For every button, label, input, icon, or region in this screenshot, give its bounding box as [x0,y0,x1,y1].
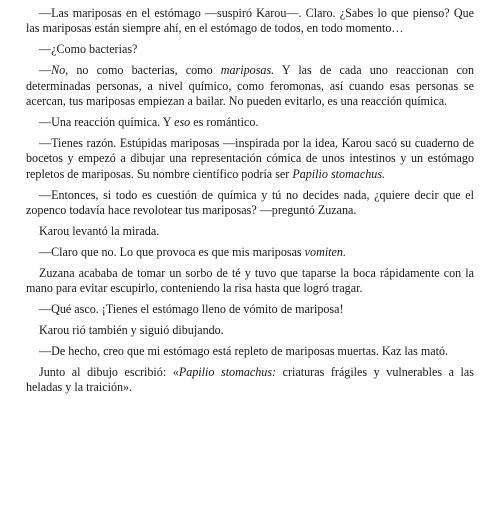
text-run: —Qué asco. ¡Tienes el estómago lleno de vómito de mariposa! [39,302,344,316]
text-run: —Entonces, si todo es cuestión de química y tú no decides nada, ¿quiere decir que el zopenco todavía hace revolotear tus mariposas? —preguntó Zuzana. [26,187,474,217]
italic-run: mariposas. [220,63,275,78]
text-run: es romántico. [190,114,259,129]
paragraph-7 [26,224,474,239]
text-run: Y las de cada uno reaccionan con determinadas personas, a nivel químico, como feromonas, así cuando esas personas se acercan, tus mariposas empiezan a bailar. No pueden evitarlo, es una reacción química. [26,63,474,109]
italic-run: Papilio stomachus. [292,166,386,181]
italic-run: eso [174,114,191,129]
italic-run: Papilio stomachus: [178,364,277,379]
text-run: criaturas frágiles y vulnerables a las heladas y la traición». [26,364,474,395]
italic-run: No, [51,63,69,78]
paragraph-13 [26,365,474,396]
text-run: —Una reacción química. Y [39,114,175,129]
paragraph-3 [26,63,474,109]
text-run: —Las mariposas en el estómago —suspiró Karou—. Claro. ¿Sabes lo que pienso? Que las mariposas están siempre ahí, en el estómago de todos, en todo momento… [26,6,474,36]
text-run: —¿Como bacterias? [39,42,138,57]
paragraph-4 [26,115,474,130]
text-run: Zuzana acababa de tomar un sorbo de té y tuvo que taparse la boca rápidamente con la mano para evitar escupirlo, conteniendo la risa hasta que logró tragar. [26,265,474,296]
paragraph-6 [26,188,474,219]
text-run: Karou rió también y siguió dibujando. [39,322,224,337]
text-run: —Tienes razón. Estúpidas mariposas —inspirada por la idea, Karou sacó su cuaderno de bocetos y empezó a dibujar una representación cómica de unos intestinos y un estómago repletos de mariposas. Su nombre científico podría ser [26,135,474,181]
paragraph-12 [26,344,474,359]
text-run: Karou levantó la mirada. [39,223,160,238]
italic-run: vomiten. [304,244,346,259]
text-run: Junto al dibujo escribió: « [39,364,179,379]
paragraph-10 [26,302,474,317]
text-run: no como bacterias, como [68,63,221,78]
paragraph-8 [26,245,474,260]
paragraph-5 [26,136,474,182]
text-run: —Claro que no. Lo que provoca es que mis mariposas [39,244,305,259]
text-run: — [39,63,52,78]
paragraph-1 [26,6,474,37]
text-run: —De hecho, creo que mi estómago está repleto de mariposas muertas. Kaz las mató. [39,343,449,358]
paragraph-2 [26,42,474,57]
paragraph-9 [26,266,474,297]
paragraph-11 [26,323,474,338]
